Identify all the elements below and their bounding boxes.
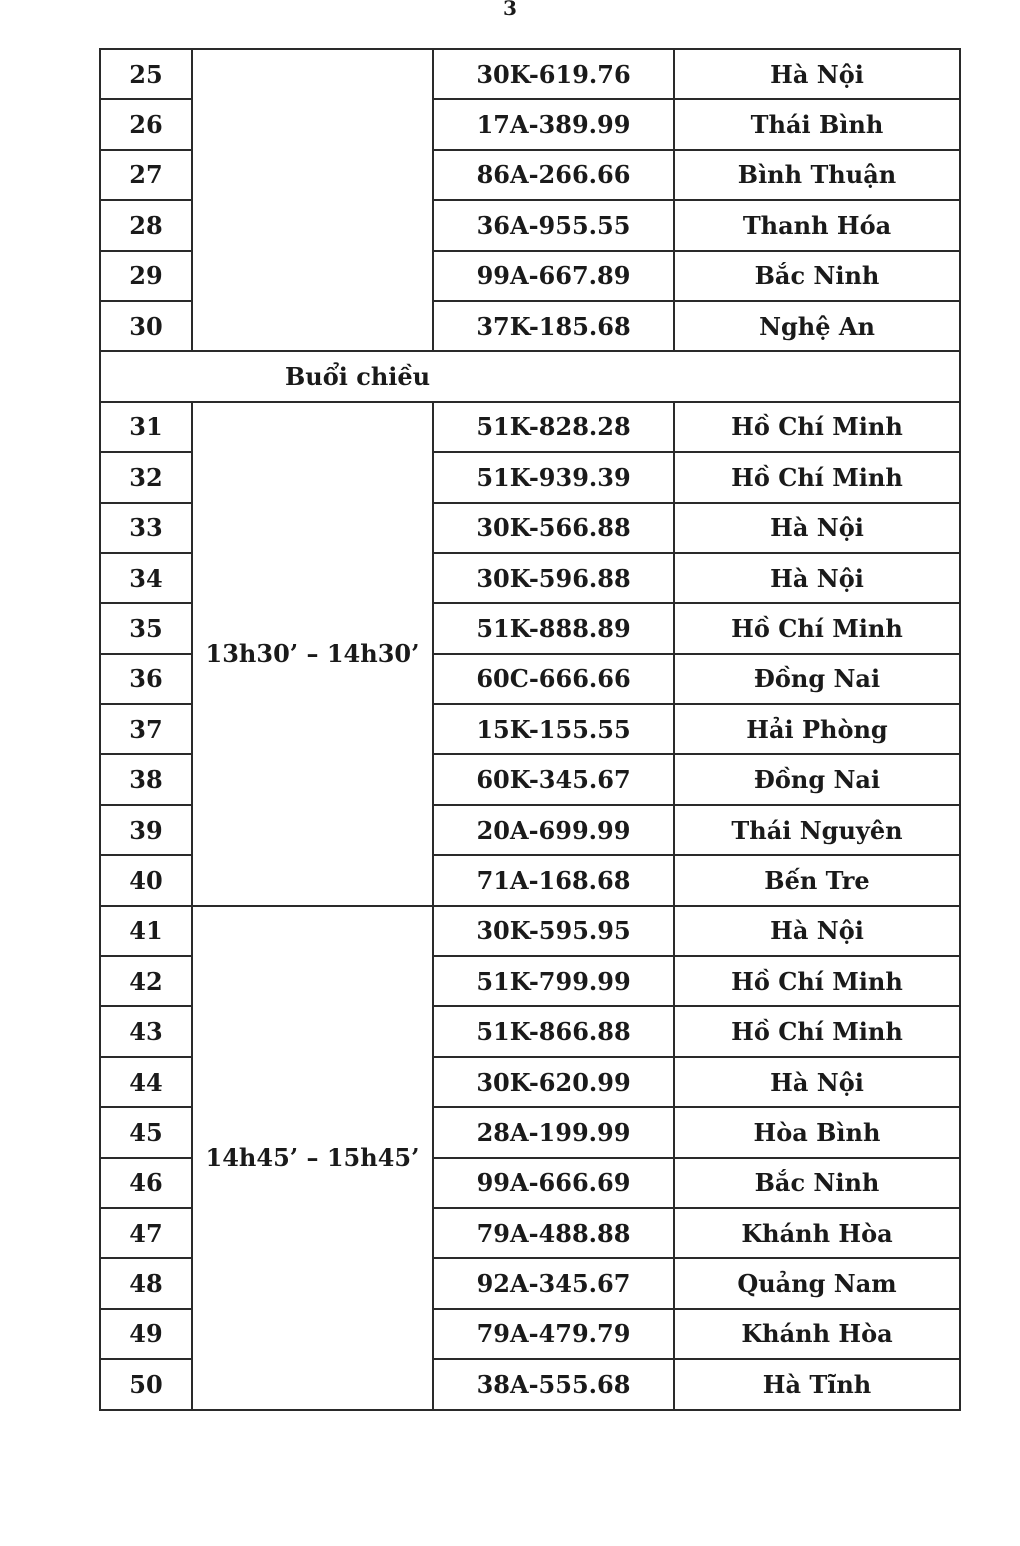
row-number: 30 xyxy=(100,301,192,351)
row-number: 39 xyxy=(100,805,192,855)
plate-number: 20A-699.99 xyxy=(433,805,674,855)
province: Hà Nội xyxy=(674,906,960,956)
row-number: 44 xyxy=(100,1057,192,1107)
row-number: 50 xyxy=(100,1359,192,1409)
province: Đồng Nai xyxy=(674,754,960,804)
province: Hồ Chí Minh xyxy=(674,956,960,1006)
row-number: 49 xyxy=(100,1309,192,1359)
province: Hải Phòng xyxy=(674,704,960,754)
row-number: 25 xyxy=(100,49,192,99)
page-number: 3 xyxy=(503,0,517,20)
plate-number: 79A-488.88 xyxy=(433,1208,674,1258)
plate-number: 30K-619.76 xyxy=(433,49,674,99)
province: Bắc Ninh xyxy=(674,1158,960,1208)
province: Hồ Chí Minh xyxy=(674,402,960,452)
row-number: 33 xyxy=(100,503,192,553)
plate-number: 99A-667.89 xyxy=(433,251,674,301)
plate-number: 71A-168.68 xyxy=(433,855,674,905)
province: Hà Tĩnh xyxy=(674,1359,960,1409)
row-number: 47 xyxy=(100,1208,192,1258)
province: Hà Nội xyxy=(674,553,960,603)
plate-number: 60C-666.66 xyxy=(433,654,674,704)
row-number: 28 xyxy=(100,200,192,250)
province: Hòa Bình xyxy=(674,1107,960,1157)
province: Bắc Ninh xyxy=(674,251,960,301)
plate-number: 92A-345.67 xyxy=(433,1258,674,1308)
province: Hà Nội xyxy=(674,1057,960,1107)
row-number: 36 xyxy=(100,654,192,704)
province: Thanh Hóa xyxy=(674,200,960,250)
plate-number: 30K-620.99 xyxy=(433,1057,674,1107)
province: Thái Bình xyxy=(674,99,960,149)
plate-number: 86A-266.66 xyxy=(433,150,674,200)
province: Khánh Hòa xyxy=(674,1309,960,1359)
plate-number: 30K-595.95 xyxy=(433,906,674,956)
session-row xyxy=(100,351,960,401)
province: Hà Nội xyxy=(674,503,960,553)
plate-number: 51K-888.89 xyxy=(433,603,674,653)
row-number: 45 xyxy=(100,1107,192,1157)
time-slot: 13h30’ – 14h30’ xyxy=(192,402,433,906)
row-number: 35 xyxy=(100,603,192,653)
license-plate-table xyxy=(99,48,961,1411)
table-body xyxy=(100,49,960,1410)
plate-number: 60K-345.67 xyxy=(433,754,674,804)
plate-number: 51K-939.39 xyxy=(433,452,674,502)
province: Thái Nguyên xyxy=(674,805,960,855)
province: Khánh Hòa xyxy=(674,1208,960,1258)
province: Bến Tre xyxy=(674,855,960,905)
time-slot: 14h45’ – 15h45’ xyxy=(192,906,433,1410)
plate-number: 28A-199.99 xyxy=(433,1107,674,1157)
row-number: 41 xyxy=(100,906,192,956)
row-number: 43 xyxy=(100,1006,192,1056)
plate-number: 79A-479.79 xyxy=(433,1309,674,1359)
time-slot xyxy=(192,49,433,351)
province: Nghệ An xyxy=(674,301,960,351)
table-row xyxy=(100,402,960,452)
plate-number: 37K-185.68 xyxy=(433,301,674,351)
table-row xyxy=(100,906,960,956)
plate-number: 36A-955.55 xyxy=(433,200,674,250)
row-number: 37 xyxy=(100,704,192,754)
session-heading: Buổi chiều xyxy=(100,351,960,401)
row-number: 48 xyxy=(100,1258,192,1308)
province: Hồ Chí Minh xyxy=(674,452,960,502)
row-number: 27 xyxy=(100,150,192,200)
plate-number: 30K-566.88 xyxy=(433,503,674,553)
row-number: 42 xyxy=(100,956,192,1006)
province: Đồng Nai xyxy=(674,654,960,704)
row-number: 31 xyxy=(100,402,192,452)
row-number: 38 xyxy=(100,754,192,804)
plate-number: 51K-828.28 xyxy=(433,402,674,452)
row-number: 26 xyxy=(100,99,192,149)
plate-number: 38A-555.68 xyxy=(433,1359,674,1409)
row-number: 40 xyxy=(100,855,192,905)
row-number: 29 xyxy=(100,251,192,301)
plate-number: 51K-866.88 xyxy=(433,1006,674,1056)
plate-number: 51K-799.99 xyxy=(433,956,674,1006)
plate-number: 30K-596.88 xyxy=(433,553,674,603)
row-number: 34 xyxy=(100,553,192,603)
row-number: 32 xyxy=(100,452,192,502)
plate-number: 15K-155.55 xyxy=(433,704,674,754)
province: Bình Thuận xyxy=(674,150,960,200)
table-row xyxy=(100,49,960,99)
province: Quảng Nam xyxy=(674,1258,960,1308)
plate-number: 99A-666.69 xyxy=(433,1158,674,1208)
province: Hà Nội xyxy=(674,49,960,99)
province: Hồ Chí Minh xyxy=(674,1006,960,1056)
plate-number: 17A-389.99 xyxy=(433,99,674,149)
province: Hồ Chí Minh xyxy=(674,603,960,653)
row-number: 46 xyxy=(100,1158,192,1208)
